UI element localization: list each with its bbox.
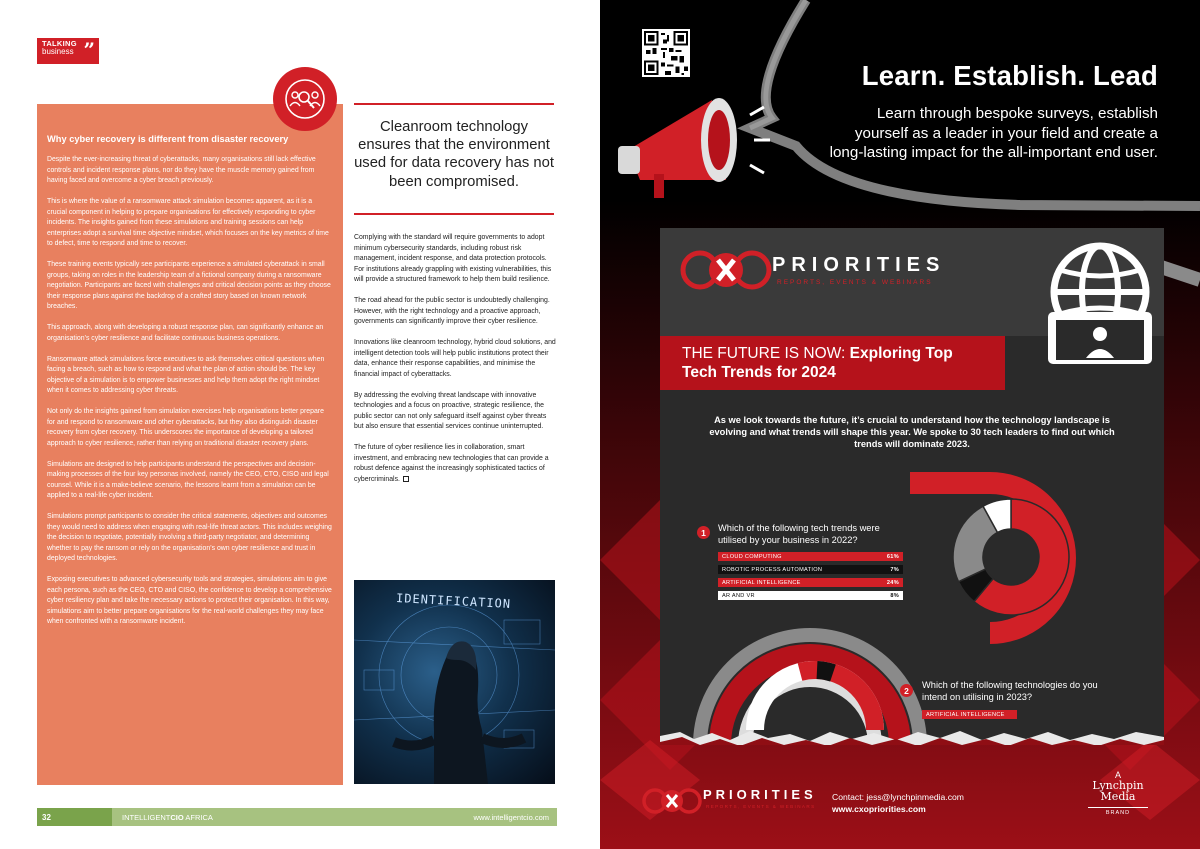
sidebar-paragraph: Despite the ever-increasing threat of cyberattacks, many organisations still lack effective controls and incident response plans, nor do they have the muscle memory gained from having faced and overcome a cyber breach previously. — [47, 156, 316, 184]
article-paragraph: The road ahead for the public sector is undoubtedly challenging. However, with the right technology and a proactive approach, governments can significantly improve their cyber resilience. — [354, 297, 550, 325]
q1-bar-row — [718, 565, 903, 574]
sidebar-paragraph: Ransomware attack simulations force executives to ask themselves critical questions when facing a breach, such as how to respond and what the plan of action should be. The key objective of a simulation is to empower businesses and help them adopt the right mindset when it comes to addressing cyber threats. — [47, 355, 325, 394]
article-paragraph: Complying with the standard will require governments to adopt minimum cybersecurity standards, including robust risk management, incident response, and data protection protocols. For institutions already grappling with existing vulnerabilities, this will provide a structured framework to help them build resilience. — [354, 234, 552, 283]
brand-name-2: Media — [1100, 790, 1136, 803]
cxo-priorities-card — [660, 228, 1164, 745]
sidebar-paragraph: Simulations are designed to help participants understand the perspectives and decision-making processes of the four key personas involved, namely the CEO, CTO, CISO and legal counsel. While it is a make-believe scenario, the lessons learnt from a simulation can be applied to a real-life cyber incident. — [47, 460, 329, 499]
q2-bar-row — [922, 710, 1017, 719]
sidebar-paragraph: This approach, along with developing a robust response plan, can significantly enhance an organisation’s cyber resilience and facilitate continuous business operations. — [47, 324, 324, 342]
identification-text: IDENTIFICATION — [395, 590, 512, 612]
article-paragraph-text: The future of cyber resilience lies in collaboration, smart investment, and embracing new technologies that can provide a robust defence against the increasingly sophisticated tactics of cybercriminals. — [354, 444, 549, 483]
question-1-text: Which of the following tech trends were utilised by your business in 2022? — [718, 523, 880, 545]
card-logo-name: PRIORITIES — [772, 254, 946, 276]
q1-bar-value: 24% — [886, 579, 899, 586]
q1-bar-label: ROBOTIC PROCESS AUTOMATION — [722, 566, 823, 573]
brand-label: BRAND — [1088, 807, 1148, 816]
sidebar-paragraph: Simulations prompt participants to consider the critical statements, objectives and outcomes they would need to address when engaging with real-life threat actors. This includes weighing the decision to negotiate, potentially involving a third-party negotiator, and determining whether to pay the ransom or rely on the organisation’s own cyber resilience and trust in deployed technologies. — [47, 513, 332, 562]
q2-ring-chart — [745, 660, 885, 730]
banner-line2: Tech Trends for 2024 — [682, 364, 836, 381]
q1-donut-chart — [950, 496, 1072, 618]
pull-quote-text: Cleanroom technology ensures that the environment used for data recovery has not been compromised. — [354, 119, 554, 190]
talking-business-badge — [37, 38, 99, 64]
magazine-name-bold: CIO — [170, 812, 184, 822]
card-arcs — [660, 228, 1164, 745]
hacker-photo — [354, 580, 555, 784]
badge-line2: business — [42, 46, 74, 56]
footer-logo-name: PRIORITIES — [703, 787, 817, 802]
sidebar-paragraph: Exposing executives to advanced cybersecurity tools and strategies, simulations aim to give each persona, such as the CEO, CTO and CISO, the confidence to develop a comprehensive cyber resiliency plan and take the necessary actions to protect their organisation. In this way, simulations aim to better prepare organisations for the real-world challenges they may face when confronted with a ransomware incident. — [47, 576, 332, 625]
q1-bar-label: AR AND VR — [722, 592, 755, 599]
brand-name-1: Lynchpin — [1092, 779, 1144, 792]
magazine-name-prefix: INTELLIGENT — [122, 812, 171, 822]
footer-cxo-logo-icon — [642, 786, 702, 816]
question-1-number: 1 — [697, 526, 710, 539]
q1-bar-row — [718, 578, 903, 587]
end-mark-icon — [403, 476, 409, 482]
footer-url[interactable]: www.cxopriorities.com — [832, 804, 926, 814]
footer-contact[interactable]: Contact: jess@lynchpinmedia.com — [832, 792, 964, 802]
q1-bar-value: 61% — [886, 553, 899, 560]
q1-bar-label: CLOUD COMPUTING — [722, 553, 782, 560]
footer-url[interactable]: www.intelligentcio.com — [473, 812, 549, 822]
left-footer — [37, 808, 557, 826]
lynchpin-brand-logo — [1088, 770, 1148, 822]
q1-bar-label: ARTIFICIAL INTELLIGENCE — [722, 579, 801, 586]
article-paragraph: Innovations like cleanroom technology, hybrid cloud solutions, and intelligent detection tools will help public institutions protect their data, enhance their response capabilities, and minimise the financial impact of cyberattacks. — [354, 339, 556, 378]
q1-bar-row — [718, 591, 903, 600]
question-2-number: 2 — [900, 684, 913, 697]
footer-contact-block — [832, 791, 964, 815]
article-paragraph: By addressing the evolving threat landscape with innovative technologies and a focus on proactive, strategic resilience, the public sector can not only safeguard itself against cyber threats but also ensure that essential services continue uninterrupted. — [354, 391, 547, 430]
learn-title: Learn. Establish. Lead — [861, 60, 1158, 91]
banner-line1-bold: Exploring Top — [849, 345, 953, 362]
quote-icon: ” — [83, 38, 95, 62]
donut-hole — [984, 530, 1038, 584]
q2-bar-label: ARTIFICIAL INTELLIGENCE — [926, 711, 1005, 718]
sidebar-paragraph: These training events typically see participants experience a simulated cyberattack in small groups, taking on roles in the leadership team of a fictional company during a ransomware negotiation. Participants are faced with challenges and critical decision points as they choose their response plans against the backdrop of a crafted story based on known network breaches. — [47, 261, 331, 310]
qr-code-icon[interactable] — [642, 29, 690, 77]
q1-bar-row — [718, 552, 903, 561]
card-logo-tagline: REPORTS, EVENTS & WEBINARS — [777, 279, 933, 286]
footer-logo-tagline: REPORTS, EVENTS & WEBINARS — [706, 804, 816, 809]
sidebar-paragraph: This is where the value of a ransomware attack simulation becomes apparent, as it is a crucial component in helping to prepare organisations for effectively responding to cyber incidents. The insights gained from these simulations and training sessions can help enterprises adopt a survival time objective mindset, which focuses on the key metrics of time to defect, time to respond and time to recover. — [47, 198, 329, 247]
question-2-text: Which of the following technologies do you intend on utilising in 2023? — [922, 680, 1098, 702]
magazine-name-suffix: AFRICA — [183, 812, 213, 822]
torn-edge — [660, 728, 1164, 745]
article-column-2 — [354, 233, 556, 496]
q1-bar-value: 7% — [890, 566, 899, 573]
sidebar-paragraph: Not only do the insights gained from simulation exercises help organisations better prepare for and respond to ransomware and other cyberattacks, but they also distinguish disaster recovery from cyber recovery. This underscores the importance of developing a tailored approach to cyber resilience, rather than relying on traditional disaster recovery plans. — [47, 408, 324, 447]
article-paragraph-last — [354, 443, 556, 485]
banner-line1-prefix: THE FUTURE IS NOW: — [682, 345, 850, 362]
sidebar-box — [37, 104, 343, 785]
learn-subtitle: Learn through bespoke surveys, establish yourself as a leader in your field and create a long-lasting impact for the all-important end user. — [829, 105, 1158, 162]
badge-line1: TALKING — [42, 39, 77, 48]
brand-a: A — [1114, 770, 1121, 780]
right-page — [600, 0, 1200, 849]
card-intro-text: As we look towards the future, it’s crucial to understand how the technology landscape is evolving and what trends will shape this year. We spoke to 30 tech leaders to find out which trends will dominate 2023. — [709, 415, 1115, 450]
pull-quote — [354, 103, 554, 215]
megaphone-icon — [618, 98, 770, 198]
q1-bar-value: 8% — [890, 592, 899, 599]
people-search-icon — [273, 67, 337, 131]
magazine-name — [122, 813, 213, 822]
sidebar-heading: Why cyber recovery is different from disaster recovery — [47, 134, 289, 144]
page-number: 32 — [37, 808, 112, 826]
